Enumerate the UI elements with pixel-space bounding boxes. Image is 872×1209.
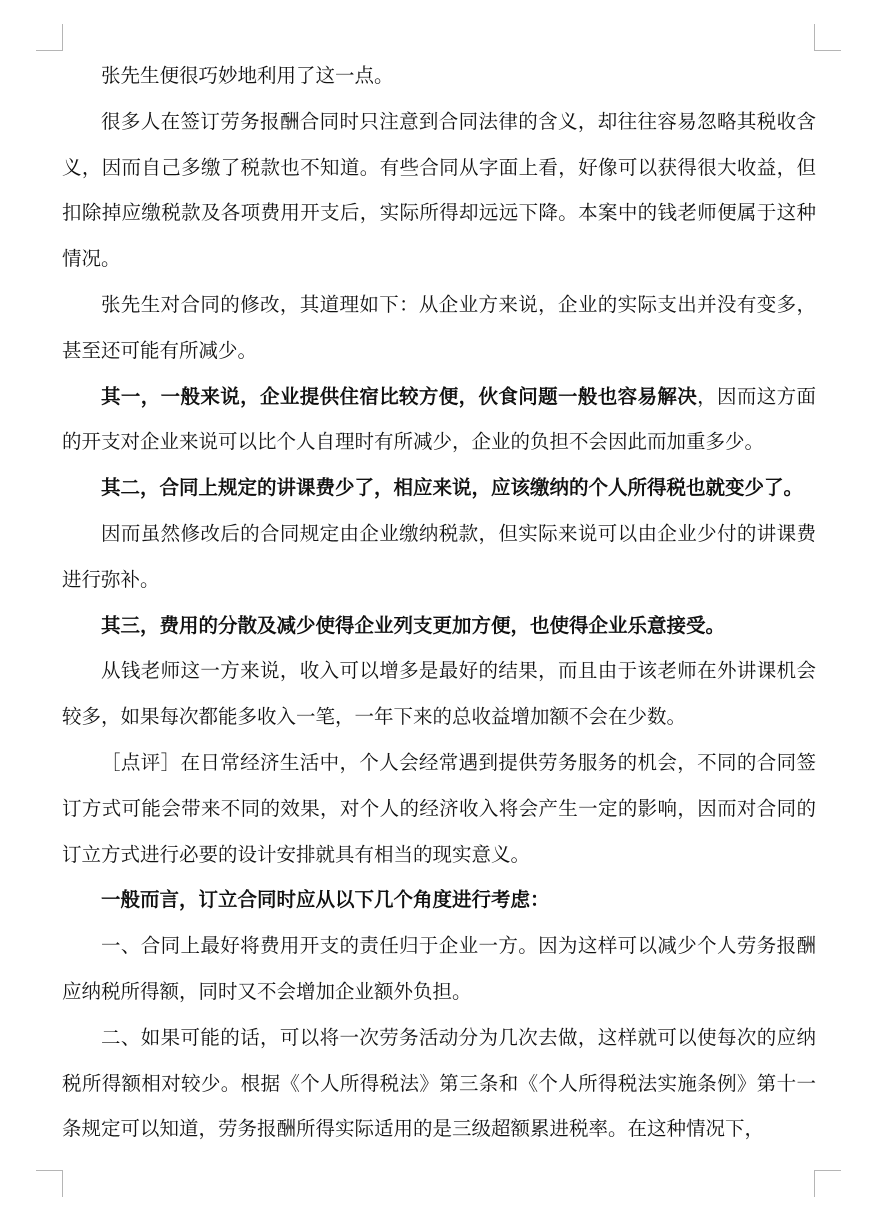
paragraph-9: ［点评］在日常经济生活中，个人会经常遇到提供劳务服务的机会，不同的合同签订方式可能会带来不同的效果，对个人的经济收入将会产生一定的影响，因而对合同的订立方式进行必要的设计安排就具有相当的现实意义。 xyxy=(62,750,816,866)
page-corner-mark-bottom-left xyxy=(36,1170,63,1197)
paragraph-7: 其三，费用的分散及减少使得企业列支更加方便，也使得企业乐意接受。 xyxy=(101,613,726,637)
page-corner-mark-bottom-right xyxy=(814,1170,841,1197)
paragraph-10: 一般而言，订立合同时应从以下几个角度进行考虑： xyxy=(101,888,550,912)
paragraph-12: 二、如果可能的话，可以将一次劳务活动分为几次去做，这样就可以使每次的应纳税所得额相对较少。根据《个人所得税法》第三条和《个人所得税法实施条例》第十一条规定可以知道，劳务报酬所得实际适用的是三级超额累进税率。在这种情况下， xyxy=(62,1025,816,1141)
paragraph-11: 一、合同上最好将费用开支的责任归于企业一方。因为这样可以减少个人劳务报酬应纳税所得额，同时又不会增加企业额外负担。 xyxy=(62,934,816,1003)
paragraph-5: 其二，合同上规定的讲课费少了，相应来说，应该缴纳的个人所得税也就变少了。 xyxy=(101,476,804,500)
document-page xyxy=(62,53,816,1152)
paragraph-3: 张先生对合同的修改，其道理如下：从企业方来说，企业的实际支出并没有变多，甚至还可能有所减少。 xyxy=(62,292,816,362)
paragraph-4 xyxy=(62,374,816,466)
paragraph-4-bold-lead: 其一，一般来说，企业提供住宿比较方便，伙食问题一般也容易解决 xyxy=(101,384,698,408)
paragraph-4-tail: ，因而这方面的开支对企业来说可以比个人自理时有所减少，企业的负担不会因此而加重多少。 xyxy=(62,384,816,454)
paragraph-1: 张先生便很巧妙地利用了这一点。 xyxy=(101,64,394,87)
page-corner-mark-top-left xyxy=(36,24,63,51)
paragraph-8: 从钱老师这一方来说，收入可以增多是最好的结果，而且由于该老师在外讲课机会较多，如果每次都能多收入一笔，一年下来的总收益增加额不会在少数。 xyxy=(62,659,816,729)
page-corner-mark-top-right xyxy=(814,24,841,51)
paragraph-2: 很多人在签订劳务报酬合同时只注意到合同法律的含义，却往往容易忽略其税收含义，因而自己多缴了税款也不知道。有些合同从字面上看，好像可以获得很大收益，但扣除掉应缴税款及各项费用开支后，实际所得却远远下降。本案中的钱老师便属于这种情况。 xyxy=(62,109,816,271)
paragraph-6: 因而虽然修改后的合同规定由企业缴纳税款，但实际来说可以由企业少付的讲课费进行弥补。 xyxy=(62,521,816,591)
